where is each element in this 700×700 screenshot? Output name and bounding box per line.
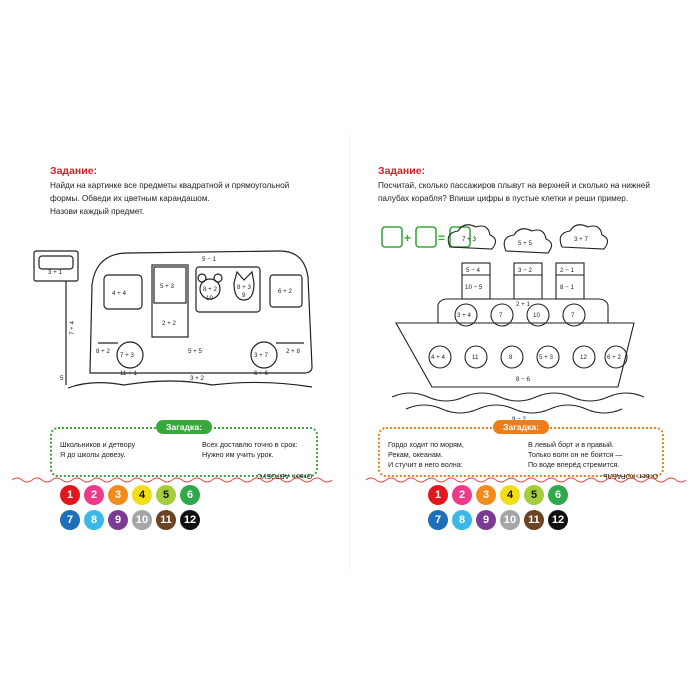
right-riddle-answer: Ответ: КОРАБЛЬ xyxy=(602,472,658,479)
chimney-3-bottom-label: 8 − 1 xyxy=(560,284,574,291)
deck-label: 2 + 1 xyxy=(516,301,530,308)
color-number: 10 xyxy=(132,510,152,530)
bumper-left-label: 8 + 2 xyxy=(96,348,110,355)
bear-ear-icon xyxy=(214,274,222,282)
color-number: 12 xyxy=(180,510,200,530)
right-page xyxy=(366,135,686,570)
road-line xyxy=(68,381,312,388)
color-number: 10 xyxy=(500,510,520,530)
color-number: 4 xyxy=(500,485,520,505)
page-gutter xyxy=(349,135,350,570)
left-riddle-line: Всех доставлю точно в срок: xyxy=(202,440,298,449)
porthole-top-1-label: 3 + 4 xyxy=(457,312,471,319)
right-riddle-col-2 xyxy=(528,440,623,470)
equation-box-2 xyxy=(416,227,436,247)
left-task-line-2: Назови каждый предмет. xyxy=(50,207,145,216)
water-wave-1 xyxy=(392,393,644,401)
color-number: 7 xyxy=(428,510,448,530)
palette-row-1 xyxy=(428,485,684,505)
left-riddle-answer: Ответ: АВТОБУС xyxy=(256,472,312,479)
palette-row-2 xyxy=(60,510,316,530)
wheel-right-label: 3 + 7 xyxy=(254,352,268,359)
ground-label: 3 + 2 xyxy=(190,375,204,382)
bus-door-bottom-label: 2 + 2 xyxy=(162,320,176,327)
porthole-bottom-1-label: 4 + 4 xyxy=(431,354,445,361)
right-riddle-line: Рекам, океанам. xyxy=(388,450,443,459)
under-wheel-right-label: 6 + 6 xyxy=(254,370,268,377)
chimney-2-label: 3 − 2 xyxy=(518,267,532,274)
right-task-title: Задание: xyxy=(378,165,426,177)
right-riddle-line: И стучит в него волна: xyxy=(388,460,463,469)
left-riddle-title: Загадка: xyxy=(156,420,212,434)
color-number: 6 xyxy=(180,485,200,505)
bus-stop-mini-bus-icon xyxy=(39,256,73,269)
under-wheel-left-label: 11 + 1 xyxy=(120,370,137,377)
plus-sign: + xyxy=(404,231,412,245)
right-riddle-col-1 xyxy=(388,440,464,470)
left-riddle-col-2 xyxy=(202,440,297,460)
hull-label: 8 − 6 xyxy=(516,376,530,383)
right-riddle-line: В левый борт и в правый. xyxy=(528,440,614,449)
ship-illustration xyxy=(366,135,686,425)
left-riddle-box xyxy=(50,422,318,479)
equals-sign: = xyxy=(438,231,446,245)
bus-front-label: 4 + 4 xyxy=(112,290,126,297)
sign-label: 3 + 1 xyxy=(48,269,62,276)
color-number: 6 xyxy=(548,485,568,505)
porthole-bottom-2-label: 11 xyxy=(472,354,479,361)
pole-label: 7 + 4 xyxy=(69,321,76,335)
left-riddle-line: Я до школы довезу. xyxy=(60,450,126,459)
wheel-left-label: 7 + 3 xyxy=(120,352,134,359)
color-number: 7 xyxy=(60,510,80,530)
color-number: 2 xyxy=(452,485,472,505)
cat-label: 8 + 3 xyxy=(237,284,251,291)
palette-row-2 xyxy=(428,510,684,530)
right-color-palette xyxy=(428,485,684,535)
cat-inner-label: 9 xyxy=(242,292,246,299)
right-riddle-box xyxy=(378,422,664,479)
porthole-top-2-label: 7 xyxy=(499,312,503,319)
chimney-1-top-label: 5 − 4 xyxy=(466,267,480,274)
step-label: 5 xyxy=(60,375,64,382)
color-number: 3 xyxy=(108,485,128,505)
color-number: 9 xyxy=(476,510,496,530)
porthole-bottom-4-label: 5 + 3 xyxy=(539,354,553,361)
color-number: 4 xyxy=(132,485,152,505)
chimney-3-top-label: 2 − 1 xyxy=(560,267,574,274)
bus-rear-label: 6 + 2 xyxy=(278,288,292,295)
left-color-palette xyxy=(60,485,316,535)
color-number: 8 xyxy=(452,510,472,530)
cloud-1-label: 7 + 3 xyxy=(462,236,476,243)
color-number: 12 xyxy=(548,510,568,530)
color-number: 1 xyxy=(60,485,80,505)
equation-box-1 xyxy=(382,227,402,247)
color-number: 1 xyxy=(428,485,448,505)
color-number: 11 xyxy=(156,510,176,530)
left-page xyxy=(12,135,332,570)
left-riddle-line: Нужно им учить урок. xyxy=(202,450,274,459)
left-task-line-1: Найди на картинке все предметы квадратной и прямоугольной формы. Обведи их цветным карандашом. xyxy=(50,181,290,203)
right-task-line-1: Посчитай, сколько пассажиров плывут на верхней и сколько на нижней палубах корабля? Впиши цифры в пустые клетки и реши пример. xyxy=(378,181,650,203)
color-number: 5 xyxy=(156,485,176,505)
cloud-3-label: 3 + 7 xyxy=(574,236,588,243)
bumper-right-label: 2 + 8 xyxy=(286,348,300,355)
right-riddle-line: Только волн он не боится — xyxy=(528,450,623,459)
porthole-bottom-3-label: 8 xyxy=(509,354,513,361)
right-riddle-line: По воде вперёд стремится. xyxy=(528,460,620,469)
color-number: 3 xyxy=(476,485,496,505)
bear-label: 8 + 2 xyxy=(203,286,217,293)
right-riddle-line: Гордо ходит по морям, xyxy=(388,440,464,449)
color-number: 9 xyxy=(108,510,128,530)
color-number: 8 xyxy=(84,510,104,530)
bus-roof-label: 5 − 1 xyxy=(202,256,216,263)
chimney-1-bottom-label: 10 − 5 xyxy=(465,284,483,291)
bus-middle-label: 5 + 5 xyxy=(188,348,202,355)
left-wave-divider xyxy=(12,476,332,484)
right-wave-divider xyxy=(366,476,686,484)
left-task-title: Задание: xyxy=(50,165,98,177)
porthole-bottom-6-label: 6 + 2 xyxy=(607,354,621,361)
color-number: 2 xyxy=(84,485,104,505)
porthole-top-4-label: 7 xyxy=(571,312,575,319)
bear-ear-icon xyxy=(198,274,206,282)
color-number: 5 xyxy=(524,485,544,505)
porthole-top-3-label: 10 xyxy=(533,312,540,319)
cloud-2-label: 5 + 5 xyxy=(518,240,532,247)
right-riddle-title: Загадка: xyxy=(493,420,549,434)
water-wave-2 xyxy=(406,405,622,413)
bus-illustration xyxy=(12,135,332,425)
left-riddle-col-1 xyxy=(60,440,135,460)
color-number: 11 xyxy=(524,510,544,530)
left-riddle-line: Школьников и детвору xyxy=(60,440,136,449)
bear-inner-label: 10 xyxy=(206,295,213,302)
porthole-bottom-5-label: 12 xyxy=(580,354,587,361)
palette-row-1 xyxy=(60,485,316,505)
bus-door-top-label: 5 + 3 xyxy=(160,283,174,290)
